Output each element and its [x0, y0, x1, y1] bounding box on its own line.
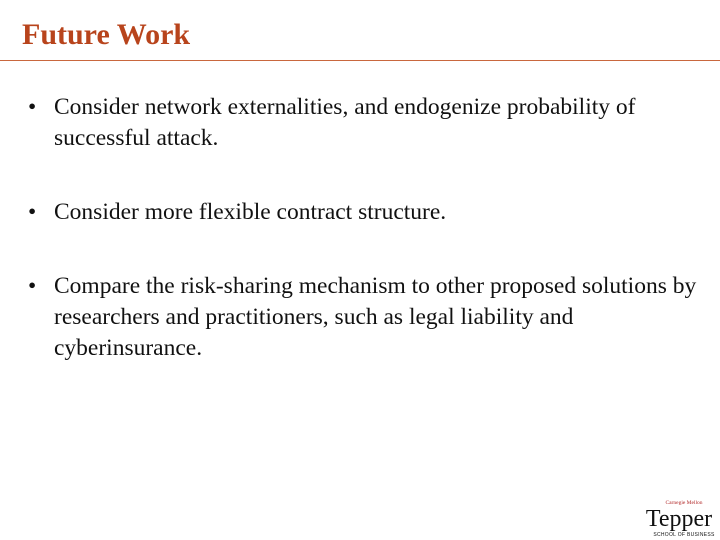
logo-top-line: Carnegie Mellon: [665, 500, 703, 506]
bullet-item: [28, 271, 698, 364]
bullet-text: Compare the risk-sharing mechanism to other proposed solutions by researchers and practitioners, such as legal liability and cyberinsurance.: [54, 273, 697, 361]
bullet-marker: •: [28, 199, 37, 225]
bullet-list: [28, 92, 698, 407]
logo-name: Tepper: [645, 506, 713, 532]
slide-title: Future Work: [22, 18, 191, 51]
title-divider: [0, 60, 720, 61]
bullet-marker: •: [28, 273, 37, 299]
tepper-logo: [640, 496, 718, 538]
logo-bottom-line: SCHOOL OF BUSINESS: [653, 532, 715, 538]
bullet-text: Consider more flexible contract structure.: [54, 199, 447, 225]
bullet-item: [28, 92, 698, 154]
bullet-text: Consider network externalities, and endogenize probability of successful attack.: [54, 94, 636, 151]
bullet-marker: •: [28, 94, 37, 120]
bullet-item: [28, 197, 698, 228]
